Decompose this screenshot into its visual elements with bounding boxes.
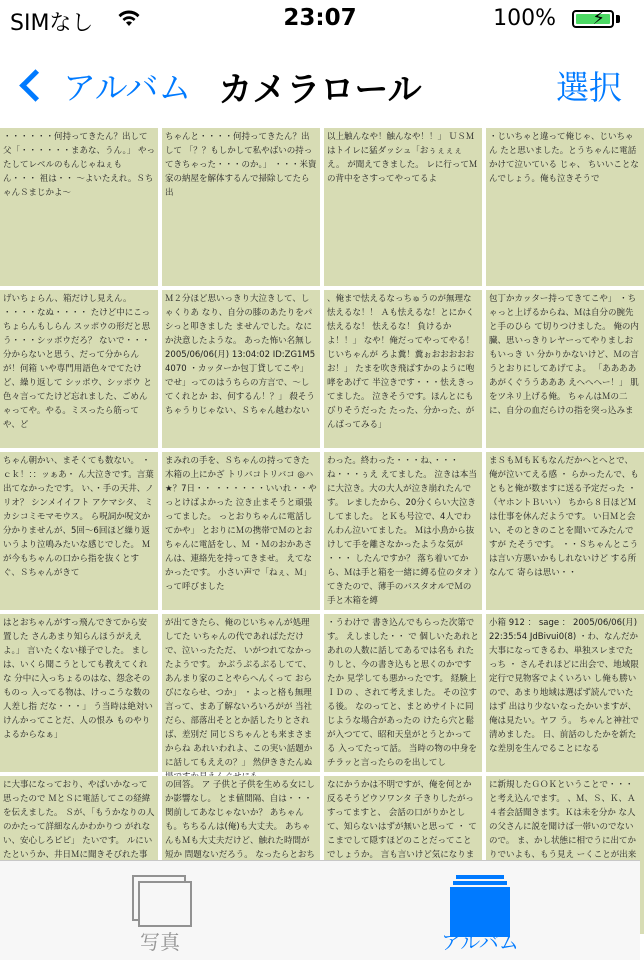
photo-thumbnail[interactable]: に新規したＧＯＫということで・・・ と考え込んでます。 、Ｍ、Ｓ、Ｋ、Ａ４者会話聞きます。Ｋは未を分か な人の父さんに説を聞けば一帯いのでないので。 ま、かし状態に相でうに出てかりでいよも、もう見え ーくことが出来 bbox=[486, 776, 644, 934]
photo-thumbnail[interactable]: 包丁かカッター持ってきてこや」 ・ちゃっと上げるからね、Ｍは自分の腕先と手のひら て切りつけました。 俺の内臓、思いっきりレヤーってやりましおもいっき い 分かりかないけど、Ｍの言うとおりにしてあげてよ。 「あああああがくぐううあああ えへへへー！」 肌をツネリ上げる俺。 ちゃんはＭの二に、自分の血だらけの指を突っ込みま bbox=[486, 290, 644, 448]
photo-thumbnail[interactable]: ちゃんと・・・・何持ってきたん？出して 「？？もしかして私やばいの持ってきちゃった・・・のか。」 ・・・米資家の納屋を解体するんで掃除してたら出 bbox=[162, 128, 320, 286]
status-time: 23:07 bbox=[283, 5, 357, 31]
photo-thumbnail[interactable]: ・じいちゃと違って俺じゃ、じいちゃん たと思いました。とうちゃんに電話かけて泣いている じゃ、 ちいいことなんでしょう。俺も泣きそうで bbox=[486, 128, 644, 286]
photo-thumbnail[interactable]: Ｍ２分ほど思いっきり大泣きして、しゃくりあ なり、自分の膝のあたりをパシっと叩きました ませんでした。なにか決意したような。 あった怖い名無し 2005/06/06(月) 13:04:02 ID:ZG1M54070 ・カッターか包丁貸してこや」 でせ」ってのはうちらの方言で、〜してくれとか お、何するん！？」 殺そうちゃうりじゃない、Ｓちゃん越わない bbox=[162, 290, 320, 448]
photo-thumbnail[interactable]: ちゃん朝かい、まそくても数ない。 ・ｃｋ！：：ッぁあ・ ん大泣きです。言葉出てなかったです。 い、・手の天井、ノリオ？ シンメイイフト アケマシタ、 ミカシコミモマモウス。 ら呪詞か呪文か分かりませんが、5回〜6回ほど繰り返 いうより泣鳴みたいな感じでした。 Ｍが今もちゃんの口から指を抜くとすぐ、Ｓちゃんがきて bbox=[0, 452, 158, 610]
tab-photos-label: 写真 bbox=[140, 930, 180, 954]
photo-thumbnail[interactable]: ・・・・・・何持ってきたん？出して 父「・・・・・・まあな、うん。」 やったしてレベルのもんじゃねぇもん・・・ 祖は・・ 〜よいたえれ。ＳちゃんＳまじかよ〜 bbox=[0, 128, 158, 286]
select-button[interactable]: 選択 bbox=[556, 68, 622, 107]
carrier-label: SIMなし bbox=[10, 11, 94, 36]
tab-albums-label: アルバム bbox=[441, 930, 519, 954]
photo-thumbnail[interactable]: に大事になっており、やばいかなって思ったので ＭとＳに電話してこの経緯を伝えました。 Ｓが、「もうかなりの人のかたって詳細なんかわかりつ がれない、安心しろピピ」 たいです。 ルにいたというか、井日Ｍに聞きそびれた事 bbox=[0, 776, 158, 934]
albums-icon bbox=[450, 875, 510, 925]
photo-thumbnail[interactable]: 以上触んなや！触んなや！！」 ＵＳＭはトイレに猛ダッシュ「おぅぇぇぇえ。 が聞えてきました。 レに行ってＭの背中をさすってやってるよ bbox=[324, 128, 482, 286]
status-bar bbox=[0, 0, 640, 40]
photo-thumbnail[interactable]: の回答。 ア 子供と子供を生める女にしか影響なし。 とま値間隔、自は・・・関前してあなじゃないか？ あちゃんも。ちちるんは(俺)も大丈夫。 あちゃんもＭも大丈夫だけど、触れた時間が短か 問題ないだろう。 なったらとおち bbox=[162, 776, 320, 934]
tab-albums[interactable] bbox=[320, 861, 640, 961]
photo-thumbnail[interactable]: 、俺まで怯えるなっちゅうのが無理な 怯えるな！！ Ａも怯えるな！とにかく怯えるな！ 怯えるな！ 負けるかよ！！」 なや！俺だってやってやる！じいちゃんが ろよ糞！糞ぉおおおおおお！」 たまを吹き飛ばすかのように咆哮をあげて 半泣きです・・・怯えきってました。 泣きそうです。ほんとにもびりそうだった たった、分かった、がんばってみる」 bbox=[324, 290, 482, 448]
battery-tip bbox=[616, 15, 620, 23]
photo-thumbnail[interactable]: わった。終わった・・・ね、・・・ね・・・ぅえ えてました。 泣きは本当に大泣き。大の大人が泣き崩れたんです。 レましたから、20分くらい大泣きしてました。 とＫも号泣で、4人でわんわん泣いてました。 Ｍは小鳥から抜けして手を離さなかったような気が ・・・ したんですか？ 落ち着いてから、Ｍは手と箱を一緒に縛る位のタオ ）てきたので、薄手のバスタオルでＭの手と木箱を縛 bbox=[324, 452, 482, 610]
navigation-bar bbox=[0, 40, 640, 128]
photo-thumbnail[interactable]: げいちょらん、箱だけし見えん。 ・・・・なぬ・・・・ たけど中にこっちょらんもしらん スッポウの形だと思う・・・シッポウだろ？ ないで・・・ 分からないと思う、だって分からんが！何箱 いや専門用語色々でてたけど、繰り返して シッポウ、シッポウ と色々言ってたけど忘れました、ごめん ゃってや。やる。ミスったら筋ってや、ど bbox=[0, 290, 158, 448]
charging-bolt-icon: ⚡ bbox=[592, 8, 605, 29]
photo-thumbnail[interactable]: まＳもＭもＫもなんだかヘとへとで、俺が泣いてえる感 ・ らかったんで、もともと俺が数ますに送る予定だった ・（ヤホントＢいい） ちから８日ほどＭは仕事を休んだようです。 い日Ｍと会い、そのときのことを聞いてみたんですが たそうです。 ・・Ｓちゃんとこうは言い方悪いかもしれないけど する所なんて 寄らは思い・・ bbox=[486, 452, 644, 610]
photo-thumbnail[interactable]: ・うわけで 書き込んでもらった次第です。 えしました・・ で 個しいたあれとあれの人数に話してあるでは名も れたりしと、今の書き込もと思くのかですたか 見学しても悪かったです。 経験上ＩＤの 、されて考えました。 その泣する後。 なのってと、まとめサイトに同じような場合があったの けたら穴と鬆が入つてて、昭和天皇がとうとかってる 入ってたって話。 当時の物の中身をチラッと言ったらのを出してし bbox=[324, 614, 482, 772]
photo-thumbnail[interactable]: まみれの手を、Ｓちゃんの持ってきた木箱の上にかざ トリバコトリバコ ◎ハ★？7日・・ ・・・・・・いいれ・・やっとけばよかった 泣き止まそうと頑張ってました。 っとおりちゃんに電話してかや」 とおりにＭの携帯でＭのとおちゃんに電話をし、Ｍ ・Ｍのおかあさんは、連絡先を持ってきませ。 えてなかったです。 小さい声で「ねぇ、Ｍ」って呼びました bbox=[162, 452, 320, 610]
tab-photos[interactable] bbox=[0, 861, 320, 961]
photo-thumbnail[interactable]: はとおちゃんがすっ飛んできてから安置した さんあまり知らんほうがええよ。」 言いたくない様子でした。 ましは、いくら聞こうとしても教えてくれな 分中に入っちょるのはな、怨念そのものっ 入ってる物は、けっこうな数の人差し指 だな・・・」 う当時は絶対いけんかってことだ、人の恨み ものやりよるからなぁ」 bbox=[0, 614, 158, 772]
back-button-label: アルバム bbox=[63, 67, 192, 107]
photo-thumbnail[interactable]: が出てきたら、俺のじいちゃんが処理してた いちゃんの代であればただけで、泣いったただ、 いがつれてなかったようです。 かぶうぶるぶるしてて、あんまり家のことやらへんくって おらびにならせ、つか」 ・よっと格も無理言って、まあ了解ないろいろがが 当社だら、部落出そととか話したりとされば、差別だ 同じＳちゃんとも来まさまからね あれいわれよ、この実い話題かに話してもええの？」 然伊ききたんぬ bbox=[162, 614, 320, 772]
battery-percent: 100% bbox=[493, 6, 556, 31]
photo-thumbnail[interactable]: 小箱 912 ： sage ： 2005/06/06(月) 22:35:54 JdBivui0(8) ・わ、なんだか大事になってきるわ、単独スレまでたっち ・ さんそれほどに出会で、地域限定行で見物客でよくいろい し俺も勝いので、あまり地域は選ばず読んでいたはず 出はり少ないなったかいますが、俺は見たい。ヤフ う。 ちゃんと神社で清めました。 日、前話のしたかを新たな差別を生んでることになる bbox=[486, 614, 644, 772]
photo-grid bbox=[0, 128, 640, 860]
tab-bar bbox=[0, 860, 640, 960]
photos-icon bbox=[132, 875, 190, 925]
page-title: カメラロール bbox=[218, 70, 422, 110]
photo-thumbnail[interactable]: なにかうかは不明ですが、俺を何とか反るそうどウソワンタ 子きりしたがっすってますと、 会話の口がりかとして、知らないはずが無いと思って ・ てこまでして隠すほどのことだってことでしょうか。 言も言いけど気になりま bbox=[324, 776, 482, 934]
